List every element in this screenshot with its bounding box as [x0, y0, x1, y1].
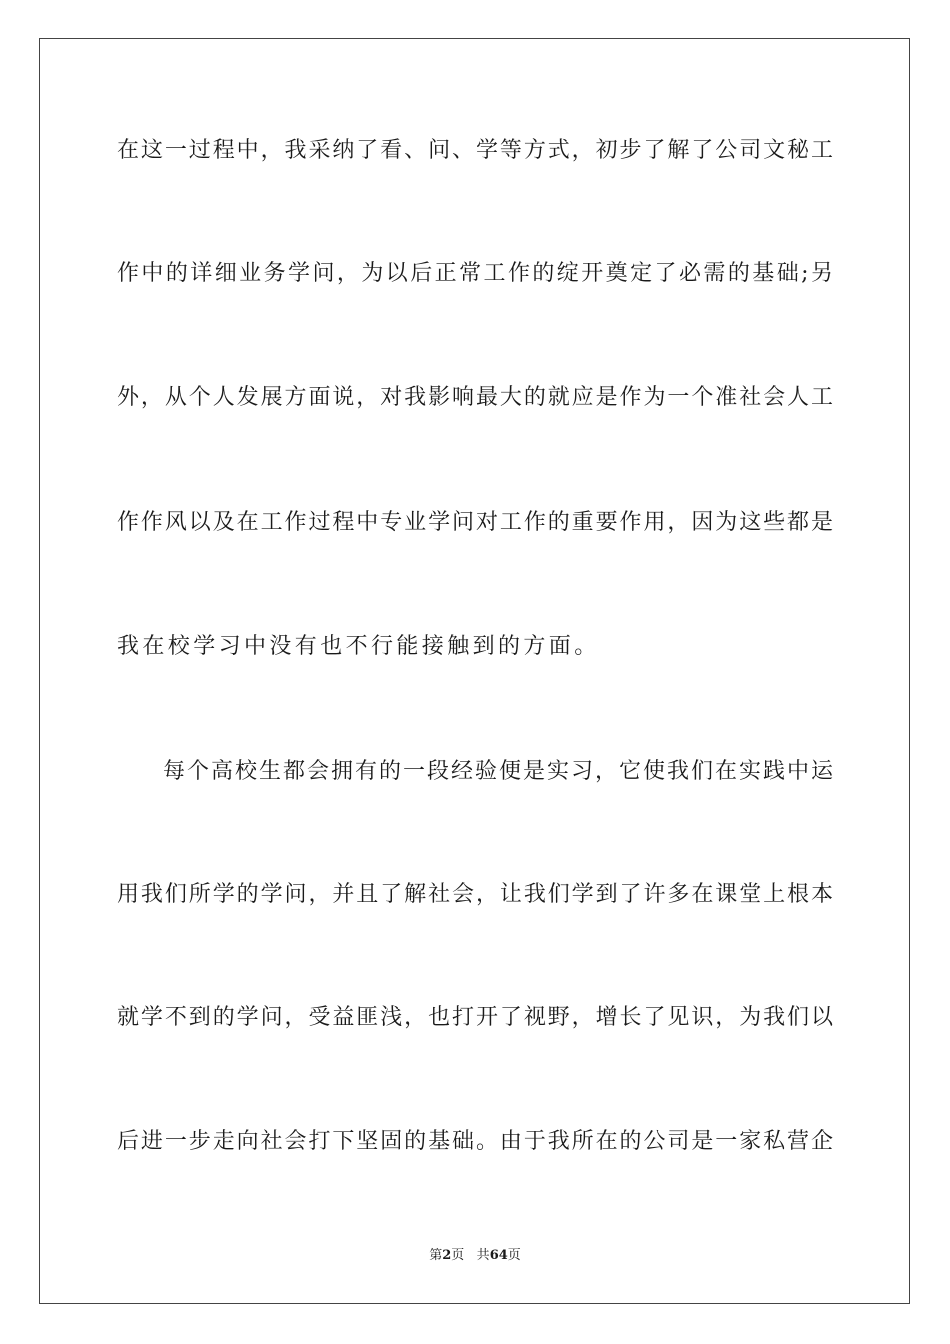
text-line: 外，从个人发展方面说，对我影响最大的就应是作为一个准社会人工	[117, 385, 833, 410]
page-footer	[0, 1246, 950, 1266]
page-border	[39, 38, 910, 1304]
total-pages: 64	[489, 1248, 508, 1263]
total-prefix: 共	[476, 1248, 490, 1263]
text-line: 在这一过程中，我采纳了看、问、学等方式，初步了解了公司文秘工	[117, 138, 833, 163]
text-line: 用我们所学的学问，并且了解社会，让我们学到了许多在课堂上根本	[117, 882, 833, 907]
total-suffix: 页	[507, 1248, 521, 1263]
text-line: 作中的详细业务学问，为以后正常工作的绽开奠定了必需的基础;另	[117, 261, 833, 286]
text-line: 就学不到的学问，受益匪浅，也打开了视野，增长了见识，为我们以	[117, 1005, 833, 1030]
text-line: 后进一步走向社会打下坚固的基础。由于我所在的公司是一家私营企	[117, 1129, 833, 1154]
page-prefix: 第	[429, 1248, 443, 1263]
text-line: 作作风以及在工作过程中专业学问对工作的重要作用，因为这些都是	[117, 510, 833, 535]
page-number: 2	[442, 1248, 452, 1263]
text-line: 我在校学习中没有也不行能接触到的方面。	[117, 634, 600, 659]
text-line: 每个高校生都会拥有的一段经验便是实习，它使我们在实践中运	[163, 759, 833, 784]
page-suffix: 页	[451, 1248, 465, 1263]
